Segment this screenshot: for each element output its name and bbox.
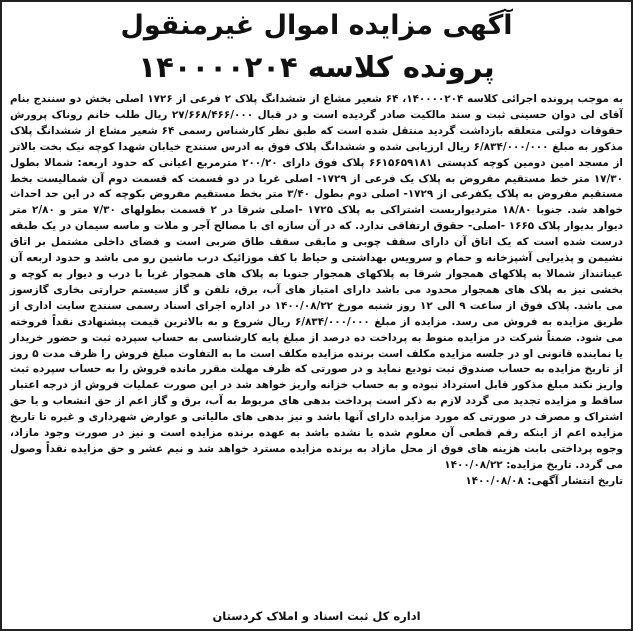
notice-body: به موجب پرونده اجرائی کلاسه ۱۴۰۰۰۰۲۰۴، ۶۴ شعیر مشاع از ششدانگ پلاک ۲ فرعی از ۱۷۲۶ اصلی بخش دو سنندج بنام آقای لی دوان حسینی ثبت و سند مالکیت صادر گردیده است و در قبال ۲۷/۶۶۸/۴۶۶/۰۰۰ ریال طلب خانم روناک پرورش حقوقات دولتی متعلقه بازداشت گردید منتقل شده است که طبق نظر کارشناس رسمی ۶۴ شعیر مشاع از ششدانگ پلاک مذکور به مبلغ ۶/۸۳۴/۰۰۰/۰۰۰ ریال ارزیابی شده و ششدانگ پلاک فوق به ادرس سنندج خیابان شهدا کوچه نیک بخت بالاتر از مسجد امین دومین کوچه کدپستی ۶۶۱۵۶۵۹۱۸۱ پلاک فوق دارای ۲۰۰/۲۰ مترمربع اعیانی که حدود اربعه: شمالا بطول ۱۷/۳۰ متر خط مستقیم مفروض به پلاک یک فرعی از ۱۷۲۹- اصلی غربا در دو قسمت که قسمت دوم آن شمالیست بخط مستقیم مفروض به پلاک یکفرعی از ۱۷۲۹- اصلی دوم بطول ۳/۴۰ متر بخط مستقیم مفروض بکوچه که در این حد احداث خواهد شد. جنوبا ۱۸/۸۰ مترديواربست اشتراکی به پلاک ۱۷۲۵ -اصلی شرقا در ۲ قسمت بطولهای ۷/۳۰ متر و ۲/۸۰ متر دیوار بدیوار پلاک ۱۶۶۵ -اصلی- حقوق ارتفاقی ندارد. که در آن سازه ای با مصالح آجر و ملات و ماسه سیمان در یک طبقه درست شده است که یک اتاق آن دارای سقف چوبی و مابقی سقف طاق ضربی است و فضای داخلی مشتمل بر اتاق نشیمن و پذیرایی آشپزخانه و حمام و سرویس بهداشتی و حیاط با کف موزائیک درب ماشین رو می باشد و حدود اربعه آن عیناتنداز شمالا به پلاکهای همجوار شرقا به پلاکهای همجوار جنوبا به پلاک های همجوار غربا با درب و دیوار به کوچه و بخشی نیز به پلاک های همجوار محدود می باشد دارای امتیاز های آب، برق، تلفن و گاز سیستم حرارتی بخاری گازسوز می باشد. پلاک فوق از ساعت ۹ الی ۱۲ روز شنبه مورخ ۱۴۰۰/۰۸/۲۲ در اداره اجرای اسناد رسمی سنندج سایت اداری از طریق مزایده به فروش می رسد. مزایده از مبلغ ۶/۸۳۴/۰۰۰/۰۰۰ ریال شروع و به بالاترین قیمت پیشنهادی نقداً فروخته می شود. ضمناً شرکت در مزایده منوط به پرداخت ده درصد از مبلغ پایه کارشناسی به حساب سپرده ثبت و حضور خریدار یا نماینده قانونی او در جلسه مزایده مکلف است برنده مزایده مکلف است ما به التفاوت مبلغ فروش را ظرف مدت ۵ روز از تاریخ مزایده به حساب صندوق ثبت تودیع نماید و در صورتی که ظرف مهلت مقرر مانده فروش را به حساب سپرده ثبت واریز نکند مبلغ مذکور قابل استرداد نبوده و به حساب خزانه واریز خواهد شد در این صورت عملیات فروش از درجه اعتبار ساقط و مزایده تجدید می گردد لازم به ذکر است پرداخت بدهی های مربوط به آب، برق و گاز اعم از حق انشعاب و یا حق اشتراک و مصرف در صورتی که مورد مزایده دارای آنها باشد و نیز بدهی های مالیاتی و عوارض شهرداری و غیره تا تاریخ مزایده اعم از اینکه رقم قطعی آن معلوم شده یا نشده باشد به عهده برنده مزایده است و نیز در صورت وجود مازاد، وجوه پرداختی بابت هزینه های فوق از محل مازاد به برنده مزایده مسترد خواهد شد و نیم عشر و حق مزایده نقداً وصول می گردد. تاریخ مزایده: ۱۴۰۰/۰۸/۲۲ [10, 93, 624, 471]
issuing-office: اداره کل ثبت اسناد و املاک کردستان [212, 609, 421, 623]
case-number-heading: پرونده کلاسه ۱۴۰۰۰۰۲۰۴ [138, 50, 495, 84]
notice-title: آگهی مزایده اموال غیرمنقول [120, 10, 513, 41]
publish-date: تاریخ انتشار آگهی: ۱۴۰۰/۰۸/۰۸ [465, 474, 623, 487]
